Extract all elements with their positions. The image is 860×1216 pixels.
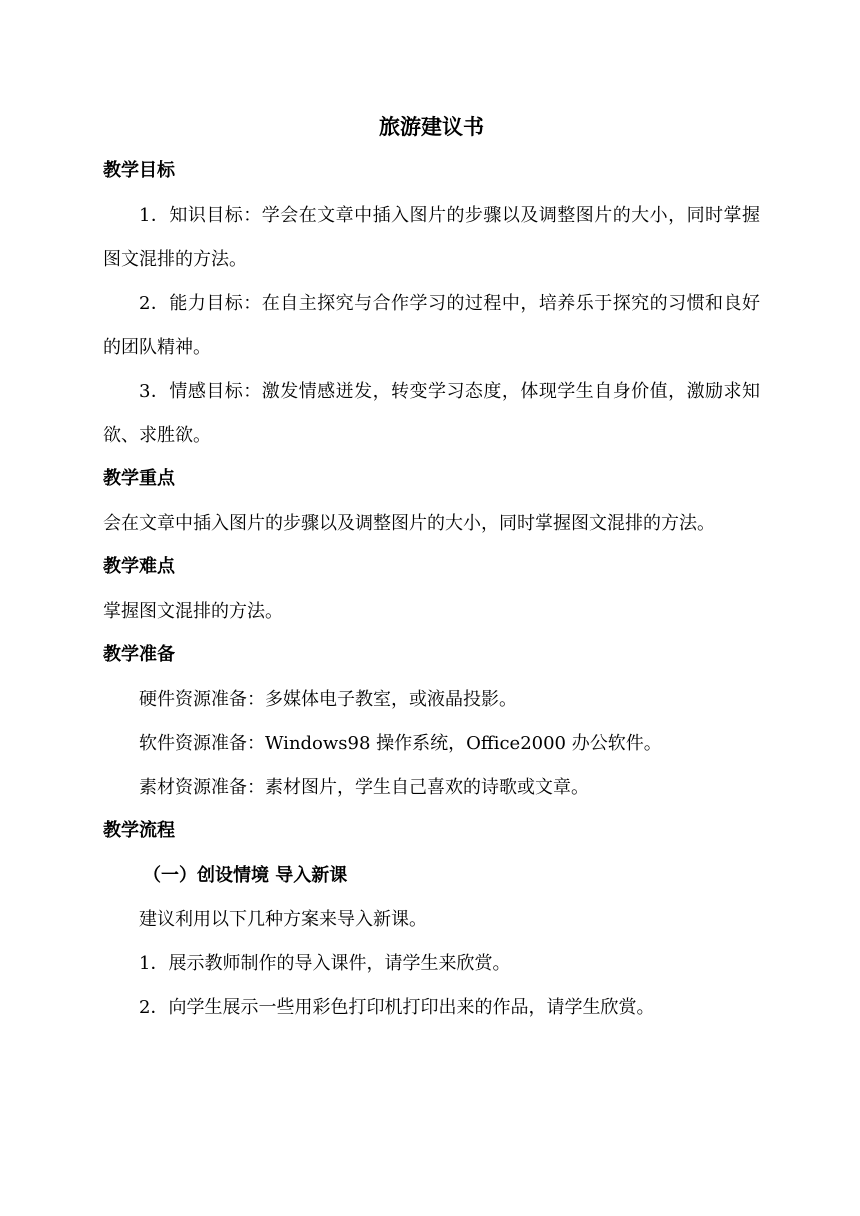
document-title: 旅游建议书 xyxy=(379,115,484,139)
section-heading-difficulties: 教学难点 xyxy=(103,556,175,577)
section-heading-process: 教学流程 xyxy=(103,820,175,841)
section-heading-key-points: 教学重点 xyxy=(103,468,175,489)
key-points-text: 会在文章中插入图片的步骤以及调整图片的大小，同时掌握图文混排的方法。 xyxy=(103,513,715,534)
difficulties-text: 掌握图文混排的方法。 xyxy=(103,601,283,622)
process-item-courseware: 1．展示教师制作的导入课件，请学生来欣赏。 xyxy=(139,953,511,974)
goal-item-emotion: 3．情感目标：激发情感迸发，转变学习态度，体现学生自身价值，激励求知欲、求胜欲。 xyxy=(103,381,760,446)
section-heading-preparation: 教学准备 xyxy=(103,644,175,665)
preparation-item-hardware: 硬件资源准备：多媒体电子教室，或液晶投影。 xyxy=(139,689,517,710)
preparation-item-materials: 素材资源准备：素材图片，学生自己喜欢的诗歌或文章。 xyxy=(139,777,589,798)
process-subheading: （一）创设情境 导入新课 xyxy=(143,865,348,886)
goal-item-ability: 2．能力目标：在自主探究与合作学习的过程中，培养乐于探究的习惯和良好的团队精神。 xyxy=(103,293,760,358)
process-item-intro: 建议利用以下几种方案来导入新课。 xyxy=(139,909,427,930)
process-item-prints: 2．向学生展示一些用彩色打印机打印出来的作品，请学生欣赏。 xyxy=(139,997,655,1018)
preparation-item-software: 软件资源准备：Windows98 操作系统，Office2000 办公软件。 xyxy=(139,733,662,754)
document-body xyxy=(103,112,760,1030)
section-heading-goals: 教学目标 xyxy=(103,160,175,181)
goal-item-knowledge: 1．知识目标：学会在文章中插入图片的步骤以及调整图片的大小，同时掌握图文混排的方法。 xyxy=(103,205,760,270)
